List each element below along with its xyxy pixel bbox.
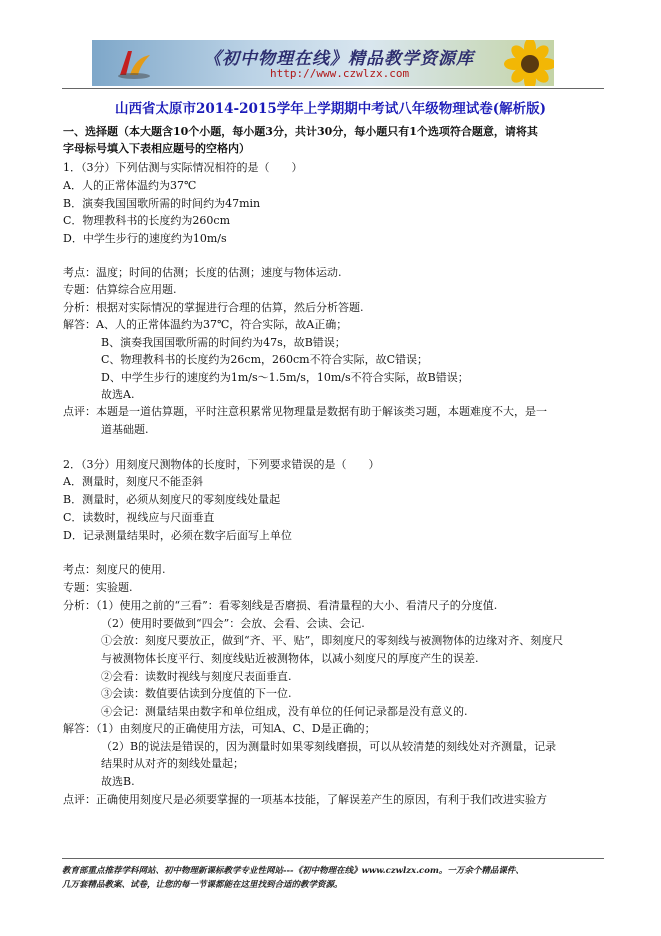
question-2-stem: 2．（3分）用刻度尺测物体的长度时，下列要求错误的是（ ） [63,458,380,471]
question-2-answer-line: 结果时从对齐的刻线处量起； [101,757,244,770]
sunflower-icon [502,40,554,86]
question-2-analysis-line: ④会记：测量结果由数字和单位组成，没有单位的任何记录都是没有意义的. [101,705,468,718]
section-heading-cont: 字母标号填入下表相应题号的空格内） [63,142,250,155]
question-1-comment: 点评：本题是一道估算题，平时注意积累常见物理量是数据有助于解该类习题，本题难度不大，是一 [63,405,547,418]
question-2-option-d: D．记录测量结果时，必须在数字后面写上单位 [63,529,292,542]
question-1-option-c: C．物理教科书的长度约为260cm [63,214,231,227]
question-2-analysis-line: 分析：（1）使用之前的“三看”：看零刻线是否磨损、看清量程的大小、看清尺子的分度值. [63,599,498,612]
document-title: 山西省太原市2014-2015学年上学期期中考试八年级物理试卷(解析版) [114,101,547,117]
question-2-comment: 点评：正确使用刻度尺是必须要掌握的一项基本技能，了解误差产生的原因，有利于我们改进实验方 [63,793,547,806]
footer-line-2: 几万套精品教案、试卷，让您的每一节课都能在这里找到合适的教学资源。 [62,880,343,890]
question-1-stem: 1．（3分）下列估测与实际情况相符的是（ ） [63,161,303,174]
banner-title: 《初中物理在线》精品教学资源库 [204,49,474,69]
question-2-answer-line: 解答：（1）由刻度尺的正确使用方法，可知A、C、D是正确的； [63,722,376,735]
question-2-answer-line: （2）B的说法是错误的，因为测量时如果零刻线磨损，可以从较清楚的刻线处对齐测量，记录 [101,740,557,753]
question-1-answer-line: 故选A. [101,388,135,401]
question-1-option-a: A．人的正常体温约为37℃ [63,179,197,192]
question-2-analysis-line: ②会看：读数时视线与刻度尺表面垂直. [101,670,292,683]
question-1-answer-line: B、演奏我国国歌所需的时间约为47s，故B错误； [101,336,346,349]
footer-line-1: 教育部重点推荐学科网站、初中物理新课标教学专业性网站---《初中物理在线》www.czwlzx.com。一万余个精品课件、 [62,866,524,876]
question-2-option-c: C．读数时，视线应与尺面垂直 [63,511,215,524]
question-1-zhuanti: 专题：估算综合应用题. [63,283,177,296]
question-2-option-a: A．测量时，刻度尺不能歪斜 [63,475,203,488]
question-2-zhuanti: 专题：实验题. [63,581,133,594]
question-2-analysis-line: ①会放：刻度尺要放正，做到“齐、平、贴”，即刻度尺的零刻线与被测物体的边缘对齐、刻度尺 [101,634,564,647]
question-1-kaodian: 考点：温度；时间的估测；长度的估测；速度与物体运动. [63,266,342,279]
question-1-fenxi: 分析：根据对实际情况的掌握进行合理的估算，然后分析答题. [63,301,364,314]
question-1-answer-line: D、中学生步行的速度约为1m/s～1.5m/s，10m/s不符合实际，故B错误； [101,371,469,384]
question-2-answer-line: 故选B. [101,775,135,788]
banner-url[interactable]: http://www.czwlzx.com [270,67,410,80]
header-banner [92,40,554,86]
question-1-comment-cont: 道基础题. [101,423,149,436]
header-rule [62,88,604,89]
question-1-answer-line: 解答：A、人的正常体温约为37℃，符合实际，故A正确； [63,318,348,331]
question-2-kaodian: 考点：刻度尺的使用. [63,563,166,576]
question-1-option-b: B．演奏我国国歌所需的时间约为47min [63,197,261,210]
site-logo-icon [114,45,154,81]
question-2-option-b: B．测量时，必须从刻度尺的零刻度线处量起 [63,493,281,506]
question-2-analysis-line: ③会读：数值要估读到分度值的下一位. [101,687,292,700]
footer-rule [62,858,604,859]
question-2-analysis-line: 与被测物体长度平行、刻度线贴近被测物体，以减小刻度尺的厚度产生的误差. [101,652,479,665]
section-heading: 一、选择题（本大题含10个小题，每小题3分，共计30分，每小题只有1个选项符合题意，请将其 [63,125,538,138]
question-2-analysis-line: （2）使用时要做到“四会”：会放、会看、会读、会记. [101,617,365,630]
question-1-option-d: D．中学生步行的速度约为10m/s [63,232,227,245]
question-1-answer-line: C、物理教科书的长度约为26cm，260cm不符合实际，故C错误； [101,353,429,366]
